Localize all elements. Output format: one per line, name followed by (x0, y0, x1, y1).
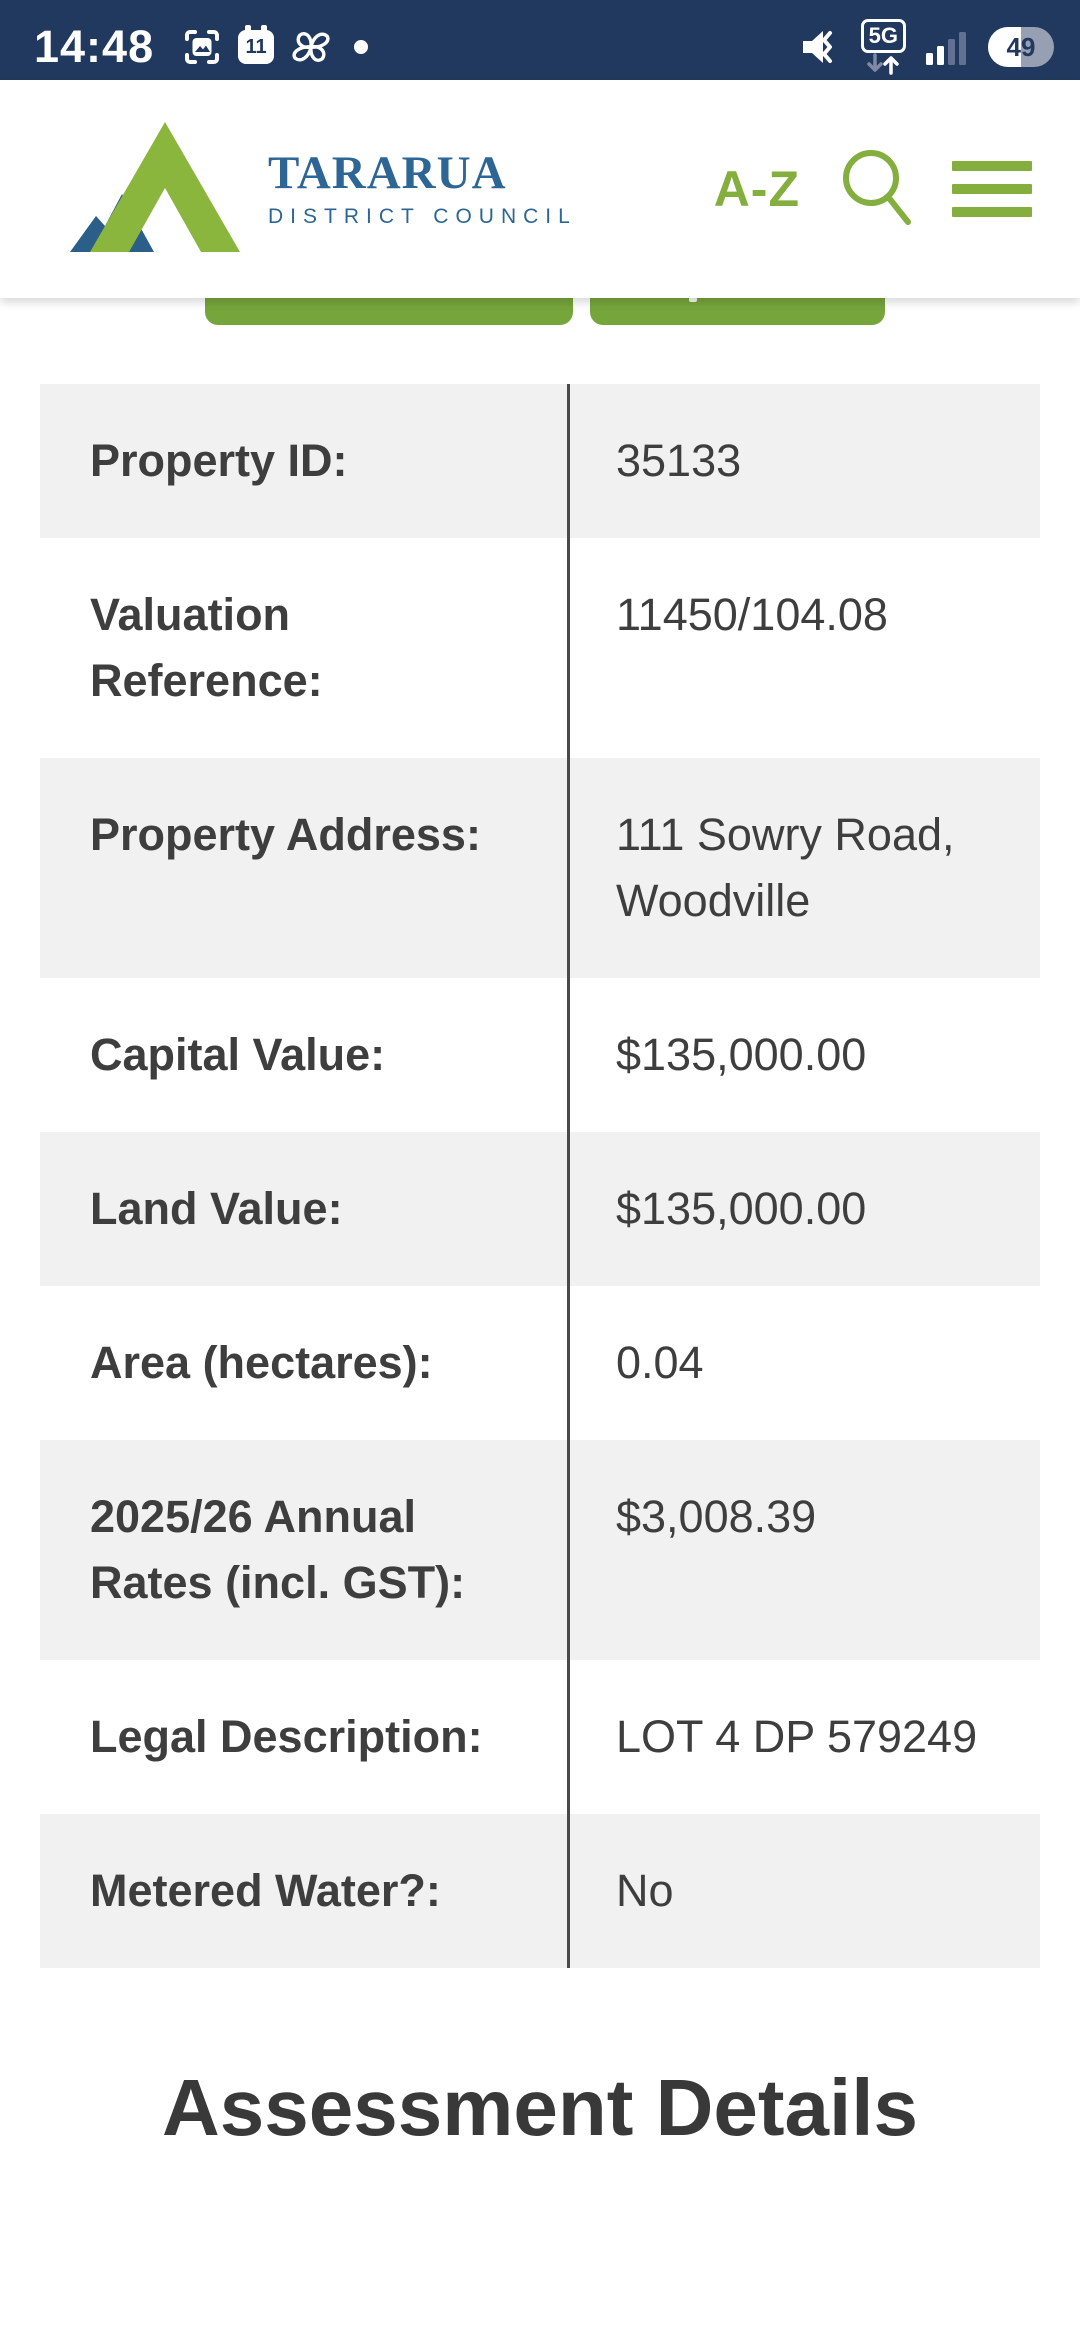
row-label: Valuation Reference: (90, 589, 323, 706)
table-row (40, 384, 1040, 538)
logo-subtitle: DISTRICT COUNCIL (268, 205, 577, 228)
row-label: Metered Water?: (90, 1865, 441, 1916)
row-value: 35133 (567, 384, 1040, 538)
battery-indicator (988, 27, 1054, 67)
row-label: Land Value: (90, 1183, 343, 1234)
logo-mountain-icon (62, 120, 252, 258)
notification-dot-icon (354, 40, 368, 54)
row-label: Property Address: (90, 809, 481, 860)
battery-percent: 49 (1006, 31, 1036, 62)
android-nav-bar (0, 2220, 1080, 2340)
site-header (0, 80, 1080, 298)
vibrate-icon (799, 26, 843, 68)
calendar-day: 11 (245, 35, 267, 58)
section-heading: Assessment Details (162, 2063, 918, 2152)
logo-text (268, 149, 577, 229)
property-rates-table (40, 384, 1040, 1968)
clock: 14:48 (34, 21, 155, 72)
table-row (40, 978, 1040, 1132)
row-value: $135,000.00 (567, 978, 1040, 1132)
row-label: Legal Description: (90, 1711, 483, 1762)
row-label: Area (hectares): (90, 1337, 433, 1388)
az-index-link[interactable]: A-Z (713, 161, 800, 217)
hamburger-menu-icon[interactable] (952, 161, 1032, 217)
row-value: 11450/104.08 (567, 538, 1040, 758)
status-bar-right (799, 19, 1054, 75)
table-row (40, 1660, 1040, 1814)
header-controls (714, 148, 1032, 230)
row-value: No (567, 1814, 1040, 1968)
table-row (40, 1814, 1040, 1968)
table-row (40, 538, 1040, 758)
row-label: Capital Value: (90, 1029, 386, 1080)
row-value: $3,008.39 (567, 1440, 1040, 1660)
logo-title: TARARUA (268, 147, 507, 199)
pinwheel-icon (290, 26, 332, 68)
row-label: Property ID: (90, 435, 348, 486)
5g-network-icon (861, 19, 906, 75)
screenshot-icon (182, 27, 222, 67)
5g-label: 5G (861, 19, 906, 53)
table-row (40, 1132, 1040, 1286)
table-row (40, 1286, 1040, 1440)
table-row (40, 1440, 1040, 1660)
row-label: 2025/26 Annual Rates (incl. GST): (90, 1491, 466, 1608)
signal-strength-icon (924, 29, 970, 65)
calendar-icon (238, 30, 274, 64)
table-row (40, 758, 1040, 978)
row-value: 0.04 (567, 1286, 1040, 1440)
row-value: LOT 4 DP 579249 (567, 1660, 1040, 1814)
search-icon[interactable] (838, 148, 914, 230)
council-logo[interactable] (62, 120, 577, 258)
row-value: 111 Sowry Road, Woodville (567, 758, 1040, 978)
row-value: $135,000.00 (567, 1132, 1040, 1286)
status-bar (0, 0, 1080, 80)
